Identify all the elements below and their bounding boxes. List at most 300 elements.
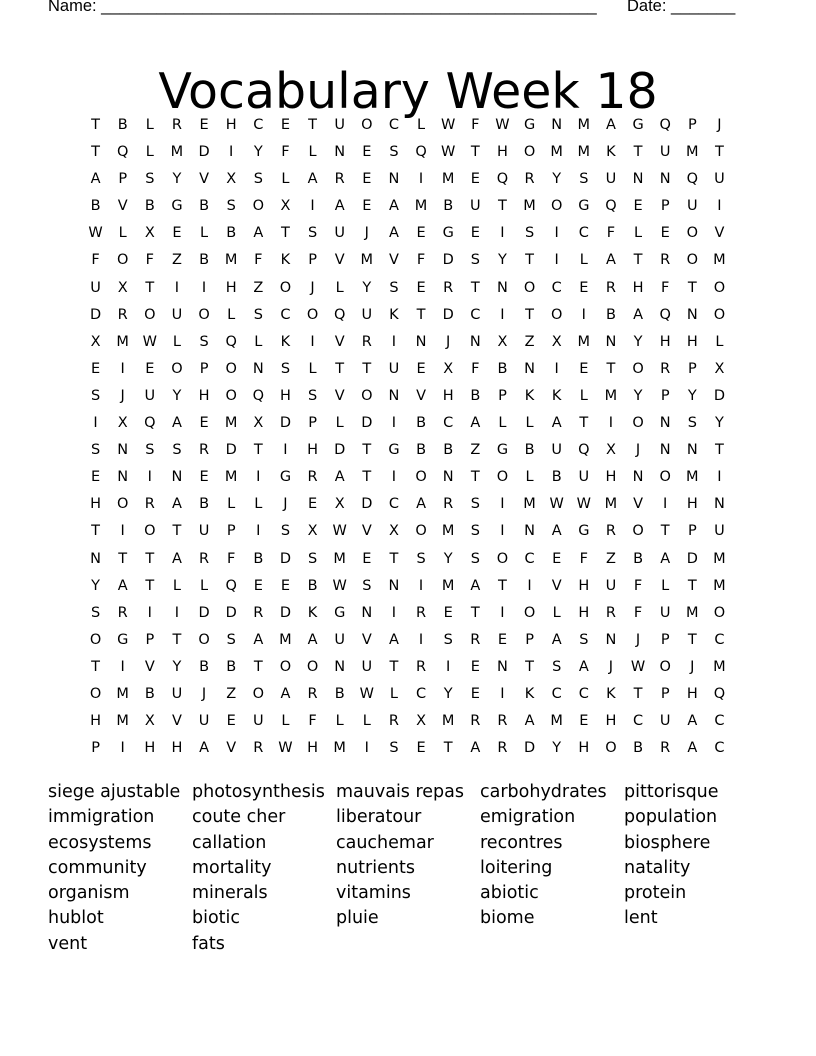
page-title: Vocabulary Week 18 (158, 62, 658, 120)
grid-letter: X (90, 333, 101, 350)
grid-letter: A (605, 117, 616, 133)
grid-letter: Q (659, 117, 671, 133)
grid-letter: V (334, 252, 345, 269)
grid-letter: L (579, 387, 588, 404)
grid-letter: O (686, 225, 699, 242)
grid-letter: O (496, 550, 509, 567)
grid-letter: N (714, 496, 725, 513)
grid-letter: T (145, 577, 155, 594)
grid-letter: Y (715, 415, 724, 432)
grid-letter: T (172, 631, 182, 648)
grid-letter: L (281, 713, 290, 730)
grid-letter: Y (172, 387, 182, 404)
grid-letter: N (90, 550, 101, 567)
grid-letter: I (391, 415, 397, 432)
grid-letter: G (117, 631, 129, 648)
grid-letter: E (579, 713, 589, 730)
grid-letter: X (117, 415, 128, 432)
grid-letter: X (551, 333, 562, 350)
grid-letter: A (388, 198, 399, 215)
grid-letter: T (633, 685, 643, 702)
grid-letter: T (335, 360, 345, 377)
grid-letter: N (686, 442, 698, 459)
grid-letter: T (470, 604, 480, 621)
grid-letter: A (253, 631, 264, 648)
grid-letter: O (632, 360, 644, 377)
grid-letter: A (171, 496, 182, 513)
grid-letter: B (199, 252, 210, 269)
grid-letter: H (90, 713, 102, 730)
grid-letter: A (524, 713, 535, 730)
grid-letter: F (227, 550, 236, 567)
grid-letter: P (687, 360, 697, 377)
grid-letter: J (364, 225, 369, 242)
grid-letter: O (659, 469, 671, 486)
grid-letter: A (334, 469, 345, 486)
grid-letter: O (279, 279, 292, 296)
grid-letter: J (283, 496, 288, 513)
grid-letter: M (713, 658, 726, 675)
grid-letter: A (551, 631, 562, 648)
grid-letter: L (661, 577, 670, 594)
grid-letter: M (577, 333, 591, 350)
grid-letter: J (690, 658, 695, 675)
grid-letter: B (117, 117, 128, 133)
grid-letter: N (117, 469, 129, 486)
grid-letter: L (389, 685, 398, 702)
word-bank-item: lent (624, 908, 658, 929)
grid-letter: A (90, 171, 101, 188)
grid-letter: I (500, 685, 505, 702)
grid-letter: C (578, 685, 589, 702)
grid-letter: K (606, 144, 616, 161)
grid-letter: G (632, 117, 644, 133)
grid-letter: E (362, 550, 372, 567)
grid-letter: V (171, 713, 182, 730)
grid-letter: T (362, 360, 372, 377)
grid-letter: C (470, 306, 481, 323)
grid-letter: R (605, 523, 616, 540)
grid-letter: Y (552, 171, 562, 188)
worksheet-header (48, 0, 748, 19)
grid-letter: T (633, 144, 643, 161)
grid-letter: O (632, 523, 644, 540)
grid-letter: A (470, 415, 481, 432)
grid-letter: Q (686, 171, 699, 188)
grid-letter: Y (552, 740, 562, 757)
grid-letter: H (198, 387, 210, 404)
grid-letter: K (606, 685, 616, 702)
word-bank-item: pluie (336, 908, 379, 929)
grid-letter: I (717, 469, 722, 486)
grid-letter: W (278, 740, 293, 757)
grid-letter: I (364, 740, 369, 757)
grid-letter: I (581, 306, 586, 323)
grid-letter: N (334, 658, 346, 675)
word-bank-item: protein (624, 883, 687, 904)
grid-letter: Q (659, 306, 671, 323)
grid-letter: R (117, 306, 128, 323)
grid-letter: O (144, 523, 156, 540)
grid-letter: H (578, 604, 590, 621)
grid-letter: A (307, 171, 318, 188)
grid-letter: U (253, 713, 264, 730)
grid-letter: B (226, 658, 237, 675)
grid-letter: B (226, 225, 237, 242)
grid-letter: A (470, 740, 481, 757)
grid-letter: I (229, 144, 234, 161)
grid-letter: L (145, 144, 154, 161)
grid-letter: C (416, 685, 427, 702)
grid-letter: H (686, 685, 698, 702)
grid-letter: T (687, 631, 697, 648)
grid-letter: L (579, 252, 588, 269)
grid-letter: R (497, 713, 508, 730)
grid-letter: O (713, 306, 726, 323)
grid-letter: Y (443, 685, 453, 702)
grid-letter: F (633, 577, 643, 594)
grid-letter: D (198, 604, 210, 621)
grid-letter: C (714, 713, 725, 730)
grid-letter: E (172, 225, 182, 242)
grid-letter: R (334, 171, 345, 188)
grid-letter: Q (116, 144, 129, 161)
grid-letter: F (91, 252, 100, 269)
grid-letter: B (443, 198, 454, 215)
grid-letter: I (554, 225, 559, 242)
grid-letter: C (714, 631, 725, 648)
grid-letter: T (362, 469, 372, 486)
grid-letter: U (578, 469, 590, 486)
grid-letter: O (523, 279, 536, 296)
grid-letter: B (416, 442, 427, 459)
grid-letter: L (335, 279, 344, 296)
grid-letter: A (199, 740, 210, 757)
grid-letter: T (172, 523, 182, 540)
grid-letter: N (632, 171, 644, 188)
grid-letter: V (334, 387, 345, 404)
grid-letter: U (470, 198, 481, 215)
grid-letter: A (660, 550, 671, 567)
grid-letter: A (280, 685, 291, 702)
grid-letter: A (633, 306, 644, 323)
grid-letter: O (686, 252, 699, 269)
grid-letter: S (470, 496, 480, 513)
grid-letter: O (116, 496, 129, 513)
grid-letter: I (147, 604, 152, 621)
grid-letter: H (279, 387, 291, 404)
grid-letter: P (660, 387, 670, 404)
grid-letter: V (551, 577, 562, 594)
grid-letter: S (389, 740, 399, 757)
grid-letter: T (579, 415, 589, 432)
grid-letter: V (199, 171, 210, 188)
grid-letter: E (307, 496, 318, 513)
grid-letter: A (578, 658, 589, 675)
grid-letter: T (498, 577, 507, 594)
grid-letter: R (605, 604, 616, 621)
grid-letter: P (199, 360, 209, 377)
grid-letter: P (660, 631, 670, 648)
grid-letter: H (686, 496, 698, 513)
grid-letter: R (470, 713, 481, 730)
grid-letter: T (145, 550, 155, 567)
grid-letter: I (147, 469, 152, 486)
grid-letter: E (226, 713, 236, 730)
grid-letter: R (117, 604, 128, 621)
grid-letter: E (199, 117, 209, 133)
grid-letter: R (660, 360, 671, 377)
grid-letter: C (633, 713, 644, 730)
grid-letter: T (253, 658, 263, 675)
grid-letter: E (552, 550, 562, 567)
word-bank-item: siege ajustable (48, 782, 181, 802)
grid-letter: N (659, 442, 671, 459)
grid-letter: P (498, 387, 507, 404)
grid-letter: J (310, 279, 315, 296)
grid-letter: H (90, 496, 102, 513)
word-bank-item: biotic (192, 908, 241, 929)
grid-letter: A (687, 740, 698, 757)
grid-letter: T (91, 144, 100, 161)
grid-letter: B (470, 387, 481, 404)
grid-letter: S (253, 306, 263, 323)
grid-letter: E (416, 279, 426, 296)
grid-letter: U (388, 360, 400, 377)
grid-letter: U (659, 144, 671, 161)
grid-letter: O (713, 604, 726, 621)
grid-letter: X (226, 171, 237, 188)
grid-letter: K (280, 252, 291, 269)
grid-letter: U (361, 306, 373, 323)
grid-letter: J (446, 333, 451, 350)
grid-letter: D (442, 252, 454, 269)
grid-letter: I (201, 279, 207, 296)
grid-letter: S (579, 631, 589, 648)
grid-letter: O (171, 360, 183, 377)
grid-letter: A (171, 550, 182, 567)
grid-letter: R (361, 333, 372, 350)
grid-letter: A (551, 415, 562, 432)
grid-letter: O (306, 658, 319, 675)
grid-letter: I (310, 198, 315, 215)
grid-letter: H (307, 740, 319, 757)
grid-letter: M (116, 713, 129, 730)
grid-letter: J (635, 631, 641, 648)
grid-letter: O (550, 306, 563, 323)
grid-letter: V (633, 496, 644, 513)
grid-letter: G (578, 523, 590, 540)
grid-letter: M (686, 604, 699, 621)
grid-letter: V (361, 631, 372, 648)
grid-letter: Z (226, 685, 237, 702)
grid-letter: W (576, 496, 591, 513)
grid-letter: T (470, 279, 480, 296)
grid-letter: I (391, 604, 397, 621)
grid-letter: S (524, 225, 535, 242)
word-bank-item: cauchemar (336, 832, 434, 853)
grid-letter: B (416, 415, 427, 432)
grid-letter: P (308, 415, 317, 432)
grid-letter: X (144, 713, 155, 730)
grid-letter: R (660, 252, 671, 269)
grid-letter: T (91, 658, 100, 675)
grid-letter: C (551, 279, 562, 296)
grid-letter: B (307, 577, 318, 594)
grid-letter: Q (578, 442, 590, 459)
grid-letter: H (578, 740, 590, 757)
grid-letter: S (90, 442, 101, 459)
grid-letter: M (713, 577, 726, 594)
word-bank-item: callation (192, 832, 267, 853)
grid-letter: M (441, 523, 455, 540)
grid-letter: S (470, 523, 480, 540)
grid-letter: N (605, 333, 617, 350)
grid-letter: L (715, 333, 724, 350)
grid-letter: G (171, 198, 183, 215)
grid-letter: P (308, 252, 317, 269)
grid-letter: H (442, 387, 454, 404)
grid-letter: T (118, 550, 128, 567)
grid-letter: R (144, 496, 155, 513)
grid-letter: S (280, 523, 291, 540)
grid-letter: R (199, 442, 210, 459)
grid-letter: M (224, 252, 238, 269)
grid-letter: O (523, 144, 536, 161)
grid-letter: Q (144, 415, 156, 432)
grid-letter: Y (172, 171, 182, 188)
word-bank-item: biosphere (624, 832, 711, 853)
grid-letter: J (120, 387, 125, 404)
grid-letter: E (199, 415, 209, 432)
grid-letter: I (256, 469, 261, 486)
grid-letter: T (525, 658, 534, 675)
grid-letter: S (307, 225, 318, 242)
grid-letter: M (333, 740, 346, 757)
grid-letter: S (470, 550, 480, 567)
grid-letter: I (500, 306, 505, 323)
word-bank-item: community (48, 857, 147, 878)
grid-letter: M (224, 469, 238, 486)
grid-letter: R (443, 279, 454, 296)
grid-letter: F (254, 252, 263, 269)
grid-letter: P (525, 631, 534, 648)
word-search-grid (82, 112, 733, 762)
grid-letter: M (686, 469, 699, 486)
grid-letter: M (360, 252, 374, 269)
grid-letter: U (144, 387, 156, 404)
grid-letter: B (199, 198, 210, 215)
word-bank-column (480, 780, 624, 957)
word-bank-column (624, 780, 768, 957)
grid-letter: L (172, 577, 181, 594)
grid-letter: I (310, 333, 315, 350)
grid-letter: L (254, 496, 263, 513)
grid-letter: T (253, 442, 263, 459)
grid-letter: E (579, 360, 589, 377)
grid-letter: O (198, 631, 210, 648)
grid-letter: E (145, 360, 155, 377)
grid-letter: E (280, 577, 291, 594)
grid-letter: M (550, 144, 563, 161)
grid-letter: A (307, 631, 318, 648)
grid-letter: S (199, 333, 209, 350)
grid-letter: U (714, 523, 725, 540)
grid-letter: M (604, 387, 618, 404)
grid-letter: U (714, 171, 725, 188)
grid-letter: E (470, 225, 480, 242)
grid-letter: E (470, 658, 480, 675)
grid-letter: T (470, 469, 480, 486)
grid-letter: B (199, 658, 210, 675)
grid-letter: O (89, 685, 102, 702)
grid-letter: S (253, 171, 263, 188)
grid-letter: M (686, 144, 699, 161)
grid-letter: H (496, 144, 508, 161)
grid-letter: T (145, 279, 155, 296)
grid-letter: I (554, 360, 559, 377)
grid-letter: A (388, 225, 399, 242)
grid-letter: H (632, 279, 644, 296)
grid-letter: X (307, 523, 318, 540)
word-bank-item: natality (624, 857, 691, 878)
grid-letter: T (715, 442, 724, 459)
grid-letter: Y (633, 333, 643, 350)
word-bank-item: nutrients (336, 857, 415, 878)
grid-letter: S (145, 442, 155, 459)
grid-letter: T (91, 117, 100, 133)
grid-letter: L (145, 117, 154, 133)
grid-letter: H (171, 740, 183, 757)
grid-letter: A (253, 225, 264, 242)
grid-letter: G (388, 442, 400, 459)
grid-letter: V (144, 658, 155, 675)
grid-letter: I (500, 523, 505, 540)
grid-letter: S (579, 171, 589, 188)
grid-letter: I (418, 171, 424, 188)
grid-letter: I (446, 658, 451, 675)
grid-letter: L (525, 415, 534, 432)
grid-letter: Q (713, 685, 726, 702)
grid-letter: E (497, 631, 508, 648)
grid-letter: T (308, 117, 317, 133)
grid-letter: Y (498, 252, 507, 269)
grid-letter: S (307, 550, 318, 567)
grid-letter: L (200, 577, 209, 594)
grid-letter: M (550, 713, 563, 730)
grid-letter: C (388, 117, 399, 133)
word-bank-column (336, 780, 480, 957)
grid-letter: Y (687, 387, 697, 404)
grid-letter: K (280, 333, 291, 350)
grid-letter: Q (496, 171, 509, 188)
grid-letter: C (714, 740, 725, 757)
grid-letter: U (90, 279, 101, 296)
grid-letter: K (524, 387, 535, 404)
grid-letter: G (442, 225, 454, 242)
word-bank-item: photosynthesis (192, 782, 325, 802)
grid-letter: C (443, 415, 454, 432)
grid-letter: B (253, 550, 264, 567)
grid-letter: D (361, 496, 373, 513)
grid-letter: W (332, 577, 347, 594)
grid-letter: T (606, 360, 616, 377)
grid-letter: L (498, 415, 507, 432)
grid-letter: P (687, 117, 697, 133)
grid-letter: Z (470, 442, 481, 459)
grid-letter: J (635, 442, 641, 459)
grid-letter: N (469, 333, 481, 350)
